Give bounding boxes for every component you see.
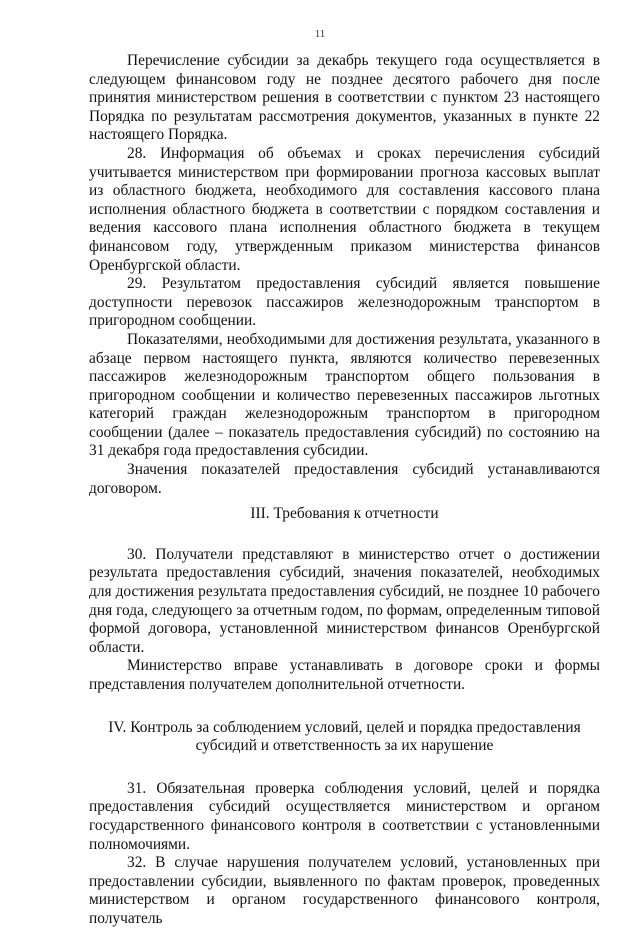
paragraph-indicators: Показателями, необходимыми для достижения результата, указанного в абзаце первом настоящего пункта, являются количество перевезенных пассажиров железнодорожным транспортом общего пользования в пригородном сообщении и количество перевезенных пассажиров льготных категорий граждан железнодорожным транспортом в пригородном сообщении (далее – показатель предоставления субсидий) по состоянию на 31 декабря года предоставления субсидии. bbox=[89, 330, 600, 460]
paragraph-december-transfer: Перечисление субсидии за декабрь текущего года осуществляется в следующем финансовом году не позднее десятого рабочего дня после принятия министерством решения в соответствии с пунктом 23 настоящего Порядка по результатам рассмотрения документов, указанных в пункте 22 настоящего Порядка. bbox=[89, 52, 600, 144]
spacer bbox=[89, 524, 600, 546]
paragraph-29: 29. Результатом предоставления субсидий является повышение доступности перевозок пассажиров железнодорожным транспортом в пригородном сообщении. bbox=[89, 275, 600, 330]
paragraph-28: 28. Информация об объемах и сроках перечисления субсидий учитывается министерством при формировании прогноза кассовых выплат из областного бюджета, необходимого для составления кассового плана исполнения областного бюджета в соответствии с порядком составления и ведения кассового плана исполнения областного бюджета в текущем финансовом году, утвержденным приказом министерства финансов Оренбургской области. bbox=[89, 144, 600, 274]
section-heading-reporting: III. Требования к отчетности bbox=[250, 505, 439, 523]
paragraph-32: 32. В случае нарушения получателем условий, установленных при предоставлении субсидии, выявленного по фактам проверок, проведенных министерством и органом государственного финансового контроля, получатель bbox=[89, 854, 600, 927]
spacer bbox=[89, 695, 600, 719]
paragraph-31: 31. Обязательная проверка соблюдения условий, целей и порядка предоставления субсидий осуществляется министерством и органом государственного финансового контроля в соответствии с установленными полномочиями. bbox=[89, 779, 600, 853]
paragraph-30: 30. Получатели представляют в министерство отчет о достижении результата предоставления субсидий, значения показателей, необходимых для достижения результата предоставления субсидий, не позднее 10 рабочего дня года, следующего за отчетным годом, по формам, определенным типовой формой договора, установленной министерством финансов Оренбургской области. bbox=[89, 545, 600, 656]
spacer bbox=[89, 498, 600, 505]
section-heading-control: IV. Контроль за соблюдением условий, целей и порядка предоставления субсидий и ответственность за их нарушение bbox=[108, 718, 581, 755]
paragraph-additional-reporting: Министерство вправе устанавливать в договоре сроки и формы представления получателем дополнительной отчетности. bbox=[89, 657, 600, 693]
document-body bbox=[89, 52, 600, 929]
page-number: 11 bbox=[314, 28, 326, 40]
paragraph-indicator-values: Значения показателей предоставления субсидий устанавливаются договором. bbox=[89, 461, 600, 497]
spacer bbox=[89, 756, 600, 780]
